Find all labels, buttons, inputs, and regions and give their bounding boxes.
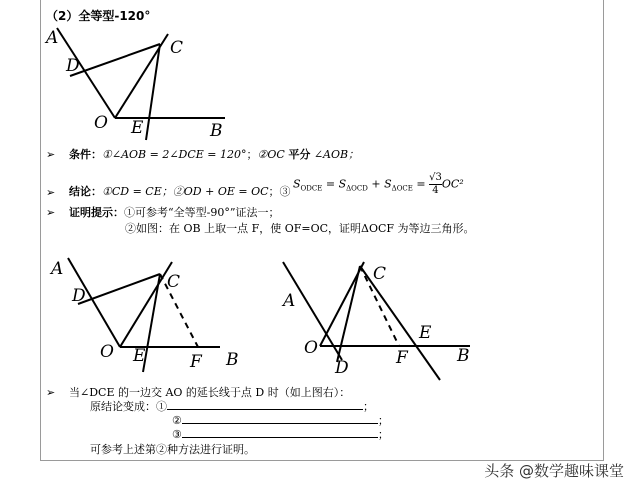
label-A-right: A — [283, 291, 296, 311]
segment-CD-right — [337, 266, 360, 362]
label-E-top: E — [131, 118, 144, 138]
answer-blank-1[interactable] — [167, 398, 363, 410]
label-B-right: B — [457, 346, 470, 366]
conditions-label: 条件： — [69, 148, 102, 161]
extension-changed-label: 原结论变成：① — [90, 400, 167, 413]
fraction-numerator: √3 — [429, 172, 442, 183]
hint-2: ②如图：在 OB 上取一点 F，使 OF=OC，证明ΔOCF 为等边三角形。 — [125, 222, 475, 235]
conclusion-1: ①CD = CE — [102, 185, 162, 198]
label-O-top: O — [94, 113, 108, 133]
bullet-conclusions: ➢ — [46, 186, 56, 199]
section-title: （2）全等型-120° — [46, 9, 151, 23]
formula-eq-S: = S — [322, 177, 347, 191]
formula-sub-ocd: ΔOCD — [346, 184, 368, 193]
label-D-left: D — [72, 286, 86, 306]
bullet-extension: ➢ — [46, 386, 56, 399]
formula-S1: S — [293, 177, 301, 191]
formula-sub-oce: ΔOCE — [391, 184, 413, 193]
condition-1: ①∠AOB = 2∠DCE = 120° — [102, 148, 247, 161]
label-D-right: D — [335, 358, 349, 378]
extension-closing: 可参考上述第②种方法进行证明。 — [90, 443, 255, 456]
segment-CD-left — [78, 274, 160, 304]
label-F-right: F — [396, 348, 408, 368]
area-formula — [293, 172, 464, 197]
extension-end-3: ； — [377, 428, 389, 441]
label-F-left: F — [190, 352, 202, 372]
hint-line-1 — [69, 204, 279, 220]
label-O-right: O — [304, 338, 318, 358]
label-D-top: D — [66, 56, 80, 76]
bullet-hint: ➢ — [46, 206, 56, 219]
condition-sep: ； — [246, 148, 258, 161]
condition-2-suffix: ∠AOB； — [310, 148, 360, 161]
formula-fraction — [429, 172, 442, 197]
hint-1: ①可参考“全等型-90°”证法一； — [124, 206, 280, 219]
extension-end-2: ； — [377, 414, 389, 427]
label-E-right: E — [419, 323, 432, 343]
segment-OC-left — [120, 262, 172, 347]
label-C-left: C — [167, 272, 181, 292]
condition-2-mid: 平分 — [288, 148, 311, 161]
label-C-right: C — [373, 264, 387, 284]
conclusion-2: ；②OD + OE = OC — [161, 185, 269, 198]
watermark: 头条 @数学趣味课堂 — [484, 462, 624, 480]
extension-marker-3: ③ — [172, 428, 182, 441]
label-A-top: A — [46, 28, 59, 48]
label-A-left: A — [51, 259, 64, 279]
conclusions-label: 结论： — [69, 185, 102, 198]
bullet-conditions: ➢ — [46, 148, 56, 161]
extension-item-3 — [172, 426, 389, 442]
answer-blank-3[interactable] — [182, 426, 378, 438]
fraction-denominator: 4 — [432, 185, 439, 196]
hint-label: 证明提示： — [69, 206, 124, 219]
formula-tail: OC² — [441, 177, 464, 191]
formula-sub-odce: ODCE — [300, 184, 323, 193]
label-B-left: B — [226, 350, 239, 370]
label-O-left: O — [100, 342, 114, 362]
label-B-top: B — [210, 121, 223, 141]
condition-2-prefix: ②OC — [257, 148, 289, 161]
formula-plus-S: + S — [367, 177, 392, 191]
conditions-line — [69, 146, 359, 162]
extension-intro: 当∠DCE 的一边交 AO 的延长线于点 D 时（如上图右）： — [69, 386, 351, 399]
segment-CE-left — [143, 274, 160, 372]
segment-CD — [70, 44, 160, 76]
label-C-top: C — [170, 38, 184, 58]
conclusions-line — [69, 183, 291, 199]
conclusion-3-marker: ；③ — [268, 185, 291, 198]
extension-marker-2: ② — [172, 414, 182, 427]
label-E-left: E — [133, 346, 146, 366]
formula-eq2: = — [412, 177, 430, 191]
extension-end-1: ； — [363, 400, 374, 413]
answer-blank-2[interactable] — [182, 412, 378, 424]
